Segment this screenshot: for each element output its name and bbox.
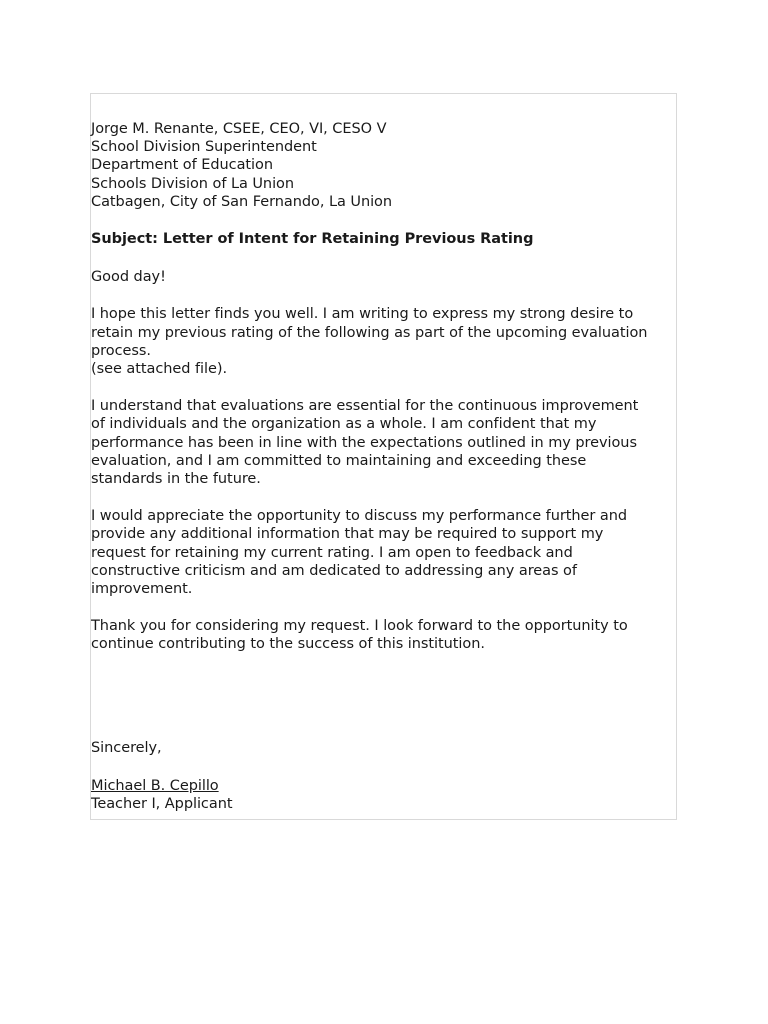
recipient-address: [91, 120, 681, 211]
body-line: of individuals and the organization as a whole. I am confident that my: [91, 416, 597, 433]
body-paragraph-4: [91, 617, 681, 653]
body-line: improvement.: [91, 581, 193, 598]
signer-name: Michael B. Cepillo: [91, 777, 219, 794]
letter-subject: Subject: Letter of Intent for Retaining Previous Rating: [91, 231, 534, 248]
body-line: Thank you for considering my request. I look forward to the opportunity to: [91, 618, 628, 635]
letter-document: [91, 120, 681, 813]
recipient-position: School Division Superintendent: [91, 139, 317, 156]
body-line: process.: [91, 342, 151, 359]
signer-title: Teacher I, Applicant: [91, 796, 233, 813]
body-line: performance has been in line with the expectations outlined in my previous: [91, 434, 637, 451]
attachment-note: (see attached file).: [91, 361, 228, 378]
recipient-department: Department of Education: [91, 157, 273, 174]
body-line: I would appreciate the opportunity to discuss my performance further and: [91, 508, 628, 525]
body-paragraph-3: [91, 507, 681, 598]
body-line: I understand that evaluations are essential for the continuous improvement: [91, 398, 639, 415]
body-line: I hope this letter finds you well. I am writing to express my strong desire to: [91, 306, 634, 323]
letter-closing: Sincerely,: [91, 739, 162, 756]
letter-greeting: Good day!: [91, 269, 166, 286]
body-line: retain my previous rating of the following as part of the upcoming evaluation: [91, 324, 648, 341]
body-line: standards in the future.: [91, 471, 261, 488]
body-line: provide any additional information that may be required to support my: [91, 526, 604, 543]
body-line: request for retaining my current rating. I am open to feedback and: [91, 544, 573, 561]
body-line: evaluation, and I am committed to maintaining and exceeding these: [91, 452, 587, 469]
body-paragraph-2: [91, 397, 681, 488]
body-paragraph-1: [91, 305, 681, 378]
recipient-division: Schools Division of La Union: [91, 175, 295, 192]
recipient-location: Catbagen, City of San Fernando, La Union: [91, 193, 393, 210]
body-line: continue contributing to the success of this institution.: [91, 636, 485, 653]
body-line: constructive criticism and am dedicated to addressing any areas of: [91, 562, 577, 579]
recipient-name: Jorge M. Renante, CSEE, CEO, VI, CESO V: [91, 121, 387, 137]
signature-block: [91, 777, 681, 813]
